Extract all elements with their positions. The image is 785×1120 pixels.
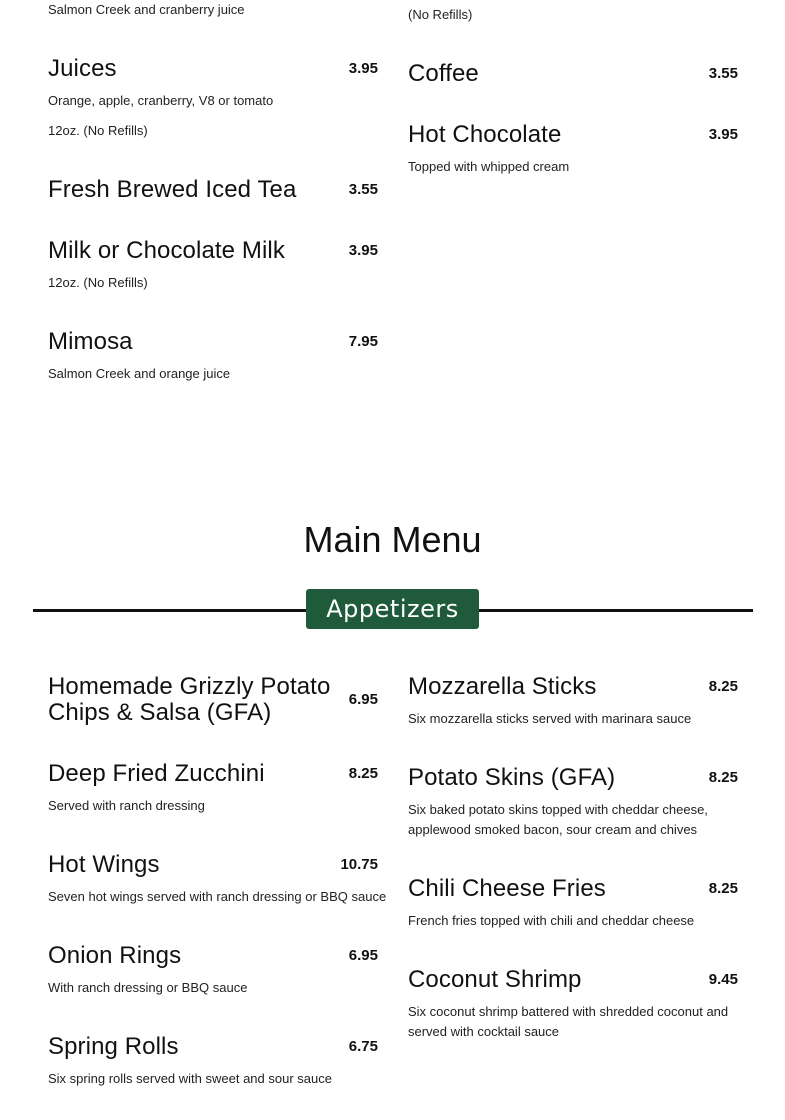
menu-item-mimosa xyxy=(48,329,378,389)
item-price: 3.55 xyxy=(348,181,378,198)
item-name: Deep Fried Zucchini xyxy=(48,760,265,787)
item-price: 6.75 xyxy=(348,1038,378,1055)
item-name: Potato Skins (GFA) xyxy=(408,764,616,791)
menu-item-potato-skins xyxy=(408,765,738,845)
item-price: 3.95 xyxy=(708,126,738,143)
item-price: 8.25 xyxy=(708,678,738,695)
menu-item-hot-chocolate xyxy=(408,122,738,182)
item-description: 12oz. (No Refills) xyxy=(48,123,148,138)
item-name: Coconut Shrimp xyxy=(408,966,582,993)
item-name: Juices xyxy=(48,55,117,82)
item-price: 9.45 xyxy=(708,971,738,988)
menu-item-deep-fried-zucchini xyxy=(48,761,378,821)
menu-item-mimosa-cranberry-cont xyxy=(48,0,378,20)
menu-item-spring-rolls xyxy=(48,1034,378,1094)
menu-item-coffee xyxy=(408,61,738,89)
item-description: Topped with whipped cream xyxy=(408,159,570,174)
item-price: 8.25 xyxy=(708,769,738,786)
item-description: Salmon Creek and cranberry juice xyxy=(48,2,245,17)
item-price: 3.95 xyxy=(348,60,378,77)
item-description: With ranch dressing or BBQ sauce xyxy=(48,980,248,995)
item-price: 7.95 xyxy=(348,333,378,350)
menu-item-hot-wings xyxy=(48,851,387,912)
item-price: 8.25 xyxy=(348,765,378,782)
menu-item-milk xyxy=(48,238,378,298)
menu-item-onion-rings xyxy=(48,943,378,1003)
menu-item-potato-chips xyxy=(48,674,378,728)
item-description: Orange, apple, cranberry, V8 or tomato xyxy=(48,93,274,108)
item-price: 10.75 xyxy=(340,856,378,873)
item-description: Six mozzarella sticks served with marinara sauce xyxy=(408,711,692,726)
page-title: Main Menu xyxy=(303,519,482,560)
item-price: 8.25 xyxy=(708,880,738,897)
item-price: 3.95 xyxy=(348,242,378,259)
item-price: 6.95 xyxy=(348,691,378,708)
item-name: Hot Wings xyxy=(48,851,160,878)
item-description: French fries topped with chili and cheddar cheese xyxy=(408,913,695,928)
item-name: Hot Chocolate xyxy=(408,121,562,148)
menu-item-mozzarella-sticks xyxy=(408,674,738,734)
item-name: Milk or Chocolate Milk xyxy=(48,237,285,264)
item-name: Chili Cheese Fries xyxy=(408,875,606,902)
section-heading-appetizers: Appetizers xyxy=(306,589,479,629)
item-price: 3.55 xyxy=(708,65,738,82)
menu-item-chili-cheese-fries xyxy=(408,876,738,936)
item-description: Six coconut shrimp battered with shredded coconut and served with cocktail sauce xyxy=(408,1004,729,1039)
item-name: Onion Rings xyxy=(48,942,182,969)
menu-item-iced-tea xyxy=(48,177,378,205)
item-description: Salmon Creek and orange juice xyxy=(48,366,231,381)
item-name: Mozzarella Sticks xyxy=(408,673,597,700)
menu-item-juices xyxy=(48,56,378,146)
item-price: 6.95 xyxy=(348,947,378,964)
item-description: 12oz. (No Refills) xyxy=(48,275,148,290)
item-name: Coffee xyxy=(408,60,479,87)
menu-item-refills-cont xyxy=(408,5,738,25)
item-description: Served with ranch dressing xyxy=(48,798,205,813)
item-name: Spring Rolls xyxy=(48,1033,179,1060)
item-description: Six baked potato skins topped with cheddar cheese, applewood smoked bacon, sour cream and chives xyxy=(408,802,708,837)
item-description: Six spring rolls served with sweet and sour sauce xyxy=(48,1071,332,1086)
item-name: Fresh Brewed Iced Tea xyxy=(48,176,297,203)
item-name: Mimosa xyxy=(48,328,133,355)
item-name: Homemade Grizzly Potato Chips & Salsa (GFA) xyxy=(48,673,331,726)
item-description: (No Refills) xyxy=(408,7,473,22)
menu-item-coconut-shrimp xyxy=(408,967,738,1047)
item-description: Seven hot wings served with ranch dressing or BBQ sauce xyxy=(48,889,387,904)
